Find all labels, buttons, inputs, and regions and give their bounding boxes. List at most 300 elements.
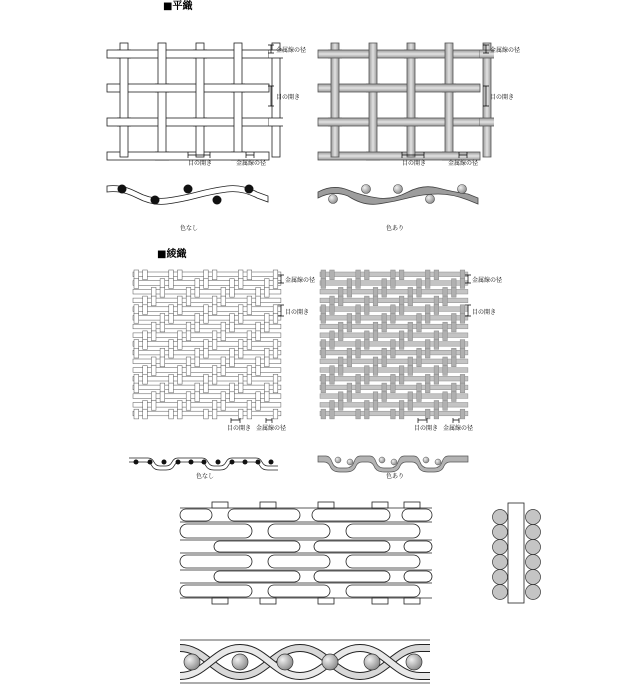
vertical-wire-float xyxy=(347,357,352,367)
wire-section-dot xyxy=(148,460,153,465)
vertical-wire-float xyxy=(238,340,243,350)
opening-label: 目の開き xyxy=(472,309,497,316)
vertical-wire-float xyxy=(347,287,352,297)
vertical-wire-float xyxy=(356,340,361,350)
vertical-wire-float xyxy=(186,357,191,367)
twill-weave-grid-color xyxy=(320,270,468,419)
vertical-wire-float xyxy=(365,409,370,419)
vertical-wire-float xyxy=(330,340,335,350)
wire-crossing-over xyxy=(442,152,456,160)
vertical-wire-float xyxy=(143,366,148,376)
vertical-wire-float xyxy=(273,305,278,315)
wire-section-circle xyxy=(493,585,508,600)
vertical-wire xyxy=(120,43,128,157)
vertical-wire-float xyxy=(443,331,448,341)
vertical-wire-float xyxy=(169,374,174,384)
wire-section-dot xyxy=(189,460,194,465)
wire-dia-label-bottom: 金属線の径 xyxy=(448,160,479,167)
vertical-wire-float xyxy=(460,409,465,419)
vertical-wire-float xyxy=(443,392,448,402)
wire-section-dot xyxy=(347,459,353,465)
vertical-wire xyxy=(331,43,339,157)
dutch-weave-top-view xyxy=(180,502,432,604)
horizontal-wire xyxy=(107,118,269,126)
vertical-wire-float xyxy=(169,279,174,289)
vertical-wire-float xyxy=(330,366,335,376)
vertical-wire-float xyxy=(160,322,165,332)
vertical-wire-float xyxy=(382,287,387,297)
wire-crossing-over xyxy=(231,152,245,160)
vertical-wire-float xyxy=(338,331,343,341)
vertical-wire-float xyxy=(321,348,326,358)
twill-cross-section-color xyxy=(318,456,468,472)
vertical-wire-float xyxy=(247,374,252,384)
wire-section-dot xyxy=(151,196,160,205)
wire-section-dot xyxy=(406,654,422,670)
vertical-wire-float xyxy=(230,392,235,402)
vertical-wire-float xyxy=(356,305,361,315)
vertical-wire-float xyxy=(143,401,148,411)
vertical-wire-float xyxy=(265,383,270,393)
wire-dia-label: 金属線の径 xyxy=(276,47,307,54)
plain-weave-grid-nocolor xyxy=(107,43,283,160)
vertical-wire-float xyxy=(186,331,191,341)
vertical-wire-float xyxy=(443,296,448,306)
vertical-wire-float xyxy=(330,305,335,315)
vertical-wire-float xyxy=(221,322,226,332)
vertical-wire-float xyxy=(186,296,191,306)
vertical-wire-float xyxy=(373,322,378,332)
caption-color: 色あり xyxy=(386,473,405,480)
wire-dia-label-bottom: 金属線の径 xyxy=(443,425,474,432)
weft-capsule xyxy=(314,541,390,552)
vertical-wire-float xyxy=(391,409,396,419)
wire-section-circle xyxy=(493,525,508,540)
vertical-wire-float xyxy=(452,392,457,402)
opening-label-bottom: 目の開き xyxy=(188,160,213,167)
wire-crossing-over xyxy=(404,50,418,58)
wire-crossing-over xyxy=(193,50,207,58)
vertical-wire-float xyxy=(238,409,243,419)
wire-crossing-over xyxy=(117,118,131,126)
vertical-wire-float xyxy=(452,348,457,358)
vertical-wire-float xyxy=(399,296,404,306)
warp-tab xyxy=(404,598,420,604)
vertical-wire-float xyxy=(365,305,370,315)
vertical-wire xyxy=(407,43,415,157)
wire-dia-label: 金属線の径 xyxy=(472,277,503,284)
vertical-wire-float xyxy=(195,322,200,332)
vertical-wire-float xyxy=(256,322,261,332)
horizontal-wire xyxy=(318,118,480,126)
vertical-wire-float xyxy=(195,287,200,297)
weft-capsule xyxy=(404,571,432,582)
vertical-wire-float xyxy=(178,270,183,280)
vertical-wire-float xyxy=(178,409,183,419)
vertical-wire-float xyxy=(151,392,156,402)
vertical-wire-float xyxy=(347,392,352,402)
vertical-wire-float xyxy=(338,357,343,367)
vertical-wire-float xyxy=(230,314,235,324)
wire-section-circle xyxy=(526,540,541,555)
weft-capsule xyxy=(180,555,252,568)
vertical-wire-float xyxy=(160,357,165,367)
wire-section-dot xyxy=(118,185,127,194)
vertical-wire-float xyxy=(425,374,430,384)
vertical-wire-float xyxy=(221,287,226,297)
vertical-wire-float xyxy=(417,287,422,297)
vertical-wire-float xyxy=(338,366,343,376)
vertical-wire-float xyxy=(273,270,278,280)
vertical-wire-float xyxy=(134,270,139,280)
vertical-wire-float xyxy=(212,366,217,376)
vertical-wire-float xyxy=(321,305,326,315)
vertical-wire-float xyxy=(186,401,191,411)
vertical-wire xyxy=(196,43,204,157)
wire-crossing-over xyxy=(328,50,342,58)
weft-capsule xyxy=(312,509,390,521)
vertical-wire-float xyxy=(382,392,387,402)
twill-dim-opening-color xyxy=(465,305,496,316)
vertical-wire-float xyxy=(408,357,413,367)
vertical-wire-float xyxy=(178,305,183,315)
vertical-wire-float xyxy=(221,331,226,341)
vertical-wire-float xyxy=(321,270,326,280)
vertical-wire-float xyxy=(425,409,430,419)
wire-crossing-over xyxy=(480,118,494,126)
wire-section-dot xyxy=(184,185,193,194)
warp-tab xyxy=(260,502,276,508)
twill-dim-bottom-nocolor xyxy=(227,418,286,432)
warp-tab xyxy=(372,502,388,508)
vertical-wire-float xyxy=(321,409,326,419)
vertical-wire-float xyxy=(160,314,165,324)
opening-label: 目の開き xyxy=(490,94,515,101)
wire-section-dot xyxy=(322,654,338,670)
vertical-wire-float xyxy=(373,401,378,411)
twill-cross-section-nocolor xyxy=(129,458,278,470)
vertical-wire-float xyxy=(425,348,430,358)
warp-tab xyxy=(212,598,228,604)
vertical-wire-float xyxy=(230,348,235,358)
vertical-wire-float xyxy=(365,331,370,341)
vertical-wire-float xyxy=(425,340,430,350)
vertical-wire-float xyxy=(169,340,174,350)
vertical-wire-float xyxy=(256,331,261,341)
wire-crossing-over xyxy=(404,118,418,126)
vertical-wire-float xyxy=(256,296,261,306)
vertical-wire-float xyxy=(143,374,148,384)
vertical-wire-float xyxy=(399,305,404,315)
vertical-wire-float xyxy=(178,340,183,350)
vertical-wire-float xyxy=(238,314,243,324)
weft-capsule xyxy=(268,524,330,538)
vertical-wire-float xyxy=(434,409,439,419)
vertical-wire-float xyxy=(452,357,457,367)
weft-capsule xyxy=(268,555,330,568)
vertical-wire-float xyxy=(169,305,174,315)
wire-section-dot xyxy=(176,460,181,465)
vertical-wire-float xyxy=(338,287,343,297)
weft-capsule xyxy=(180,524,252,538)
wire-section-dot xyxy=(423,457,429,463)
wire-section-circle xyxy=(493,555,508,570)
vertical-wire-float xyxy=(204,279,209,289)
opening-label-bottom: 目の開き xyxy=(402,160,427,167)
vertical-wire-float xyxy=(151,296,156,306)
vertical-wire-float xyxy=(169,270,174,280)
vertical-wire xyxy=(234,43,242,157)
vertical-wire-float xyxy=(434,374,439,384)
wire-dia-label: 金属線の径 xyxy=(285,277,316,284)
vertical-wire-float xyxy=(151,401,156,411)
vertical-wire-float xyxy=(425,383,430,393)
vertical-wire-float xyxy=(247,305,252,315)
vertical-wire-float xyxy=(230,322,235,332)
vertical-wire-float xyxy=(417,383,422,393)
wire-section-dot xyxy=(329,195,338,204)
opening-label: 目の開き xyxy=(276,94,301,101)
vertical-wire-float xyxy=(330,401,335,411)
vertical-wire-float xyxy=(373,366,378,376)
wire-dia-label: 金属線の径 xyxy=(490,47,521,54)
vertical-wire-float xyxy=(186,322,191,332)
vertical-wire-float xyxy=(365,401,370,411)
wire-section-dot xyxy=(134,460,139,465)
vertical-wire-float xyxy=(204,409,209,419)
vertical-wire-float xyxy=(151,366,156,376)
vertical-wire-float xyxy=(399,374,404,384)
vertical-wire-float xyxy=(356,383,361,393)
vertical-wire-float xyxy=(143,270,148,280)
vertical-wire-float xyxy=(443,322,448,332)
warp-tab xyxy=(404,502,420,508)
vertical-wire-float xyxy=(330,331,335,341)
vertical-wire-float xyxy=(151,357,156,367)
vertical-wire-float xyxy=(391,348,396,358)
vertical-wire-float xyxy=(143,409,148,419)
vertical-wire-float xyxy=(273,374,278,384)
vertical-wire-float xyxy=(330,296,335,306)
vertical-wire-float xyxy=(382,383,387,393)
vertical-wire-float xyxy=(204,383,209,393)
vertical-wire-float xyxy=(195,392,200,402)
wire-section-dot xyxy=(216,460,221,465)
vertical-wire-float xyxy=(330,374,335,384)
twill-weave-title: ■綾織 xyxy=(157,249,187,260)
vertical-wire-float xyxy=(321,340,326,350)
wire-crossing-over xyxy=(117,50,131,58)
vertical-wire-float xyxy=(169,409,174,419)
wire-section-circle xyxy=(526,525,541,540)
vertical-wire-float xyxy=(221,392,226,402)
vertical-wire-float xyxy=(452,383,457,393)
vertical-wire-float xyxy=(391,383,396,393)
vertical-wire-float xyxy=(338,296,343,306)
vertical-wire-float xyxy=(160,392,165,402)
twill-dim-wire-nocolor xyxy=(278,275,315,284)
wire-section-dot xyxy=(364,654,380,670)
wire-crossing-over xyxy=(155,84,169,92)
vertical-wire-float xyxy=(365,296,370,306)
horizontal-wire xyxy=(318,50,480,58)
vertical-wire-float xyxy=(221,401,226,411)
vertical-wire-float xyxy=(221,296,226,306)
wire-section-circle xyxy=(493,510,508,525)
vertical-wire-float xyxy=(247,340,252,350)
wire-section-dot xyxy=(184,654,200,670)
wire-section-dot xyxy=(269,460,274,465)
wire-section-dot xyxy=(362,185,371,194)
vertical-wire-float xyxy=(221,366,226,376)
vertical-wire-float xyxy=(195,348,200,358)
vertical-wire-float xyxy=(347,322,352,332)
vertical-wire xyxy=(158,43,166,157)
vertical-wire-float xyxy=(460,279,465,289)
vertical-wire-float xyxy=(160,348,165,358)
vertical-wire-float xyxy=(195,279,200,289)
vertical-wire-float xyxy=(178,366,183,376)
plain-weave-title: ■平織 xyxy=(163,1,193,12)
vertical-wire-float xyxy=(425,279,430,289)
wire-section-dot xyxy=(458,185,467,194)
vertical-wire-float xyxy=(204,348,209,358)
vertical-wire-float xyxy=(160,279,165,289)
twill-dim-bottom-color xyxy=(414,418,473,432)
vertical-wire-float xyxy=(238,348,243,358)
vertical-wire-float xyxy=(399,340,404,350)
vertical-wire-float xyxy=(452,287,457,297)
vertical-wire-float xyxy=(169,383,174,393)
vertical-wire-float xyxy=(265,322,270,332)
vertical-wire-float xyxy=(178,401,183,411)
vertical-wire-float xyxy=(178,374,183,384)
vertical-wire-float xyxy=(143,305,148,315)
vertical-wire-float xyxy=(204,340,209,350)
vertical-wire-float xyxy=(365,366,370,376)
vertical-wire-float xyxy=(373,296,378,306)
vertical-wire-float xyxy=(382,314,387,324)
vertical-wire-float xyxy=(373,392,378,402)
plain-cross-section-color xyxy=(318,185,478,205)
plain-cross-section-nocolor xyxy=(107,185,268,205)
wire-section-dot xyxy=(277,654,293,670)
vertical-wire-float xyxy=(134,279,139,289)
vertical-wire-float xyxy=(347,348,352,358)
vertical-wire-float xyxy=(408,401,413,411)
vertical-wire-float xyxy=(434,270,439,280)
vertical-wire-float xyxy=(195,314,200,324)
vertical-wire-float xyxy=(460,270,465,280)
dutch-weave-cross-section xyxy=(180,640,430,683)
vertical-wire-float xyxy=(212,296,217,306)
vertical-wire-float xyxy=(338,322,343,332)
vertical-wire-float xyxy=(347,383,352,393)
vertical-wire-float xyxy=(212,270,217,280)
vertical-wire-float xyxy=(425,270,430,280)
vertical-wire-float xyxy=(212,409,217,419)
vertical-wire-float xyxy=(347,279,352,289)
wire-section-dot xyxy=(394,185,403,194)
vertical-wire-float xyxy=(273,383,278,393)
wire-section-dot xyxy=(335,457,341,463)
vertical-wire-float xyxy=(356,409,361,419)
vertical-wire-float xyxy=(143,296,148,306)
vertical-wire-float xyxy=(382,322,387,332)
vertical-wire-float xyxy=(321,279,326,289)
vertical-wire-float xyxy=(195,383,200,393)
vertical-wire-float xyxy=(204,270,209,280)
vertical-wire-float xyxy=(230,357,235,367)
vertical-wire-float xyxy=(273,279,278,289)
vertical-wire-float xyxy=(391,374,396,384)
vertical-wire-float xyxy=(247,401,252,411)
vertical-wire-float xyxy=(443,287,448,297)
vertical-wire-float xyxy=(434,401,439,411)
vertical-wire-float xyxy=(373,287,378,297)
twill-weave-grid-nocolor xyxy=(133,270,281,419)
vertical-wire-float xyxy=(143,340,148,350)
vertical-wire-float xyxy=(434,340,439,350)
vertical-wire-float xyxy=(230,279,235,289)
vertical-wire-float xyxy=(408,296,413,306)
wire-section-circle xyxy=(526,570,541,585)
vertical-wire-float xyxy=(238,374,243,384)
wire-section-dot xyxy=(232,654,248,670)
vertical-wire-float xyxy=(212,401,217,411)
vertical-wire-float xyxy=(452,279,457,289)
vertical-wire-float xyxy=(247,409,252,419)
warp-tab xyxy=(318,598,334,604)
vertical-wire-float xyxy=(460,348,465,358)
wire-crossing-over xyxy=(193,118,207,126)
vertical-wire-float xyxy=(330,270,335,280)
vertical-wire-float xyxy=(178,331,183,341)
vertical-wire-float xyxy=(265,392,270,402)
vertical-wire-float xyxy=(391,305,396,315)
vertical-wire-float xyxy=(443,401,448,411)
vertical-wire-float xyxy=(408,392,413,402)
vertical-wire-float xyxy=(247,270,252,280)
vertical-wire-float xyxy=(195,357,200,367)
vertical-wire-float xyxy=(321,314,326,324)
wire-section-dot xyxy=(435,459,441,465)
weft-capsule xyxy=(346,555,420,568)
vertical-wire-float xyxy=(399,366,404,376)
vertical-wire-float xyxy=(460,383,465,393)
vertical-wire-float xyxy=(399,270,404,280)
wire-crossing-over xyxy=(231,84,245,92)
vertical-wire-float xyxy=(321,383,326,393)
wire-section-dot xyxy=(202,460,207,465)
wire-crossing-over xyxy=(155,152,169,160)
wire-section-circle xyxy=(493,540,508,555)
vertical-wire-float xyxy=(186,392,191,402)
vertical-wire-float xyxy=(204,314,209,324)
wire-section-dot xyxy=(230,460,235,465)
vertical-wire-float xyxy=(256,392,261,402)
vertical-wire-float xyxy=(365,374,370,384)
vertical-wire-float xyxy=(265,357,270,367)
vertical-wire-float xyxy=(256,287,261,297)
vertical-wire-float xyxy=(221,357,226,367)
vertical-wire-float xyxy=(399,409,404,419)
vertical-wire-float xyxy=(408,322,413,332)
vertical-wire-float xyxy=(256,366,261,376)
vertical-wire-float xyxy=(365,340,370,350)
vertical-wire-float xyxy=(265,287,270,297)
vertical-wire-float xyxy=(391,279,396,289)
